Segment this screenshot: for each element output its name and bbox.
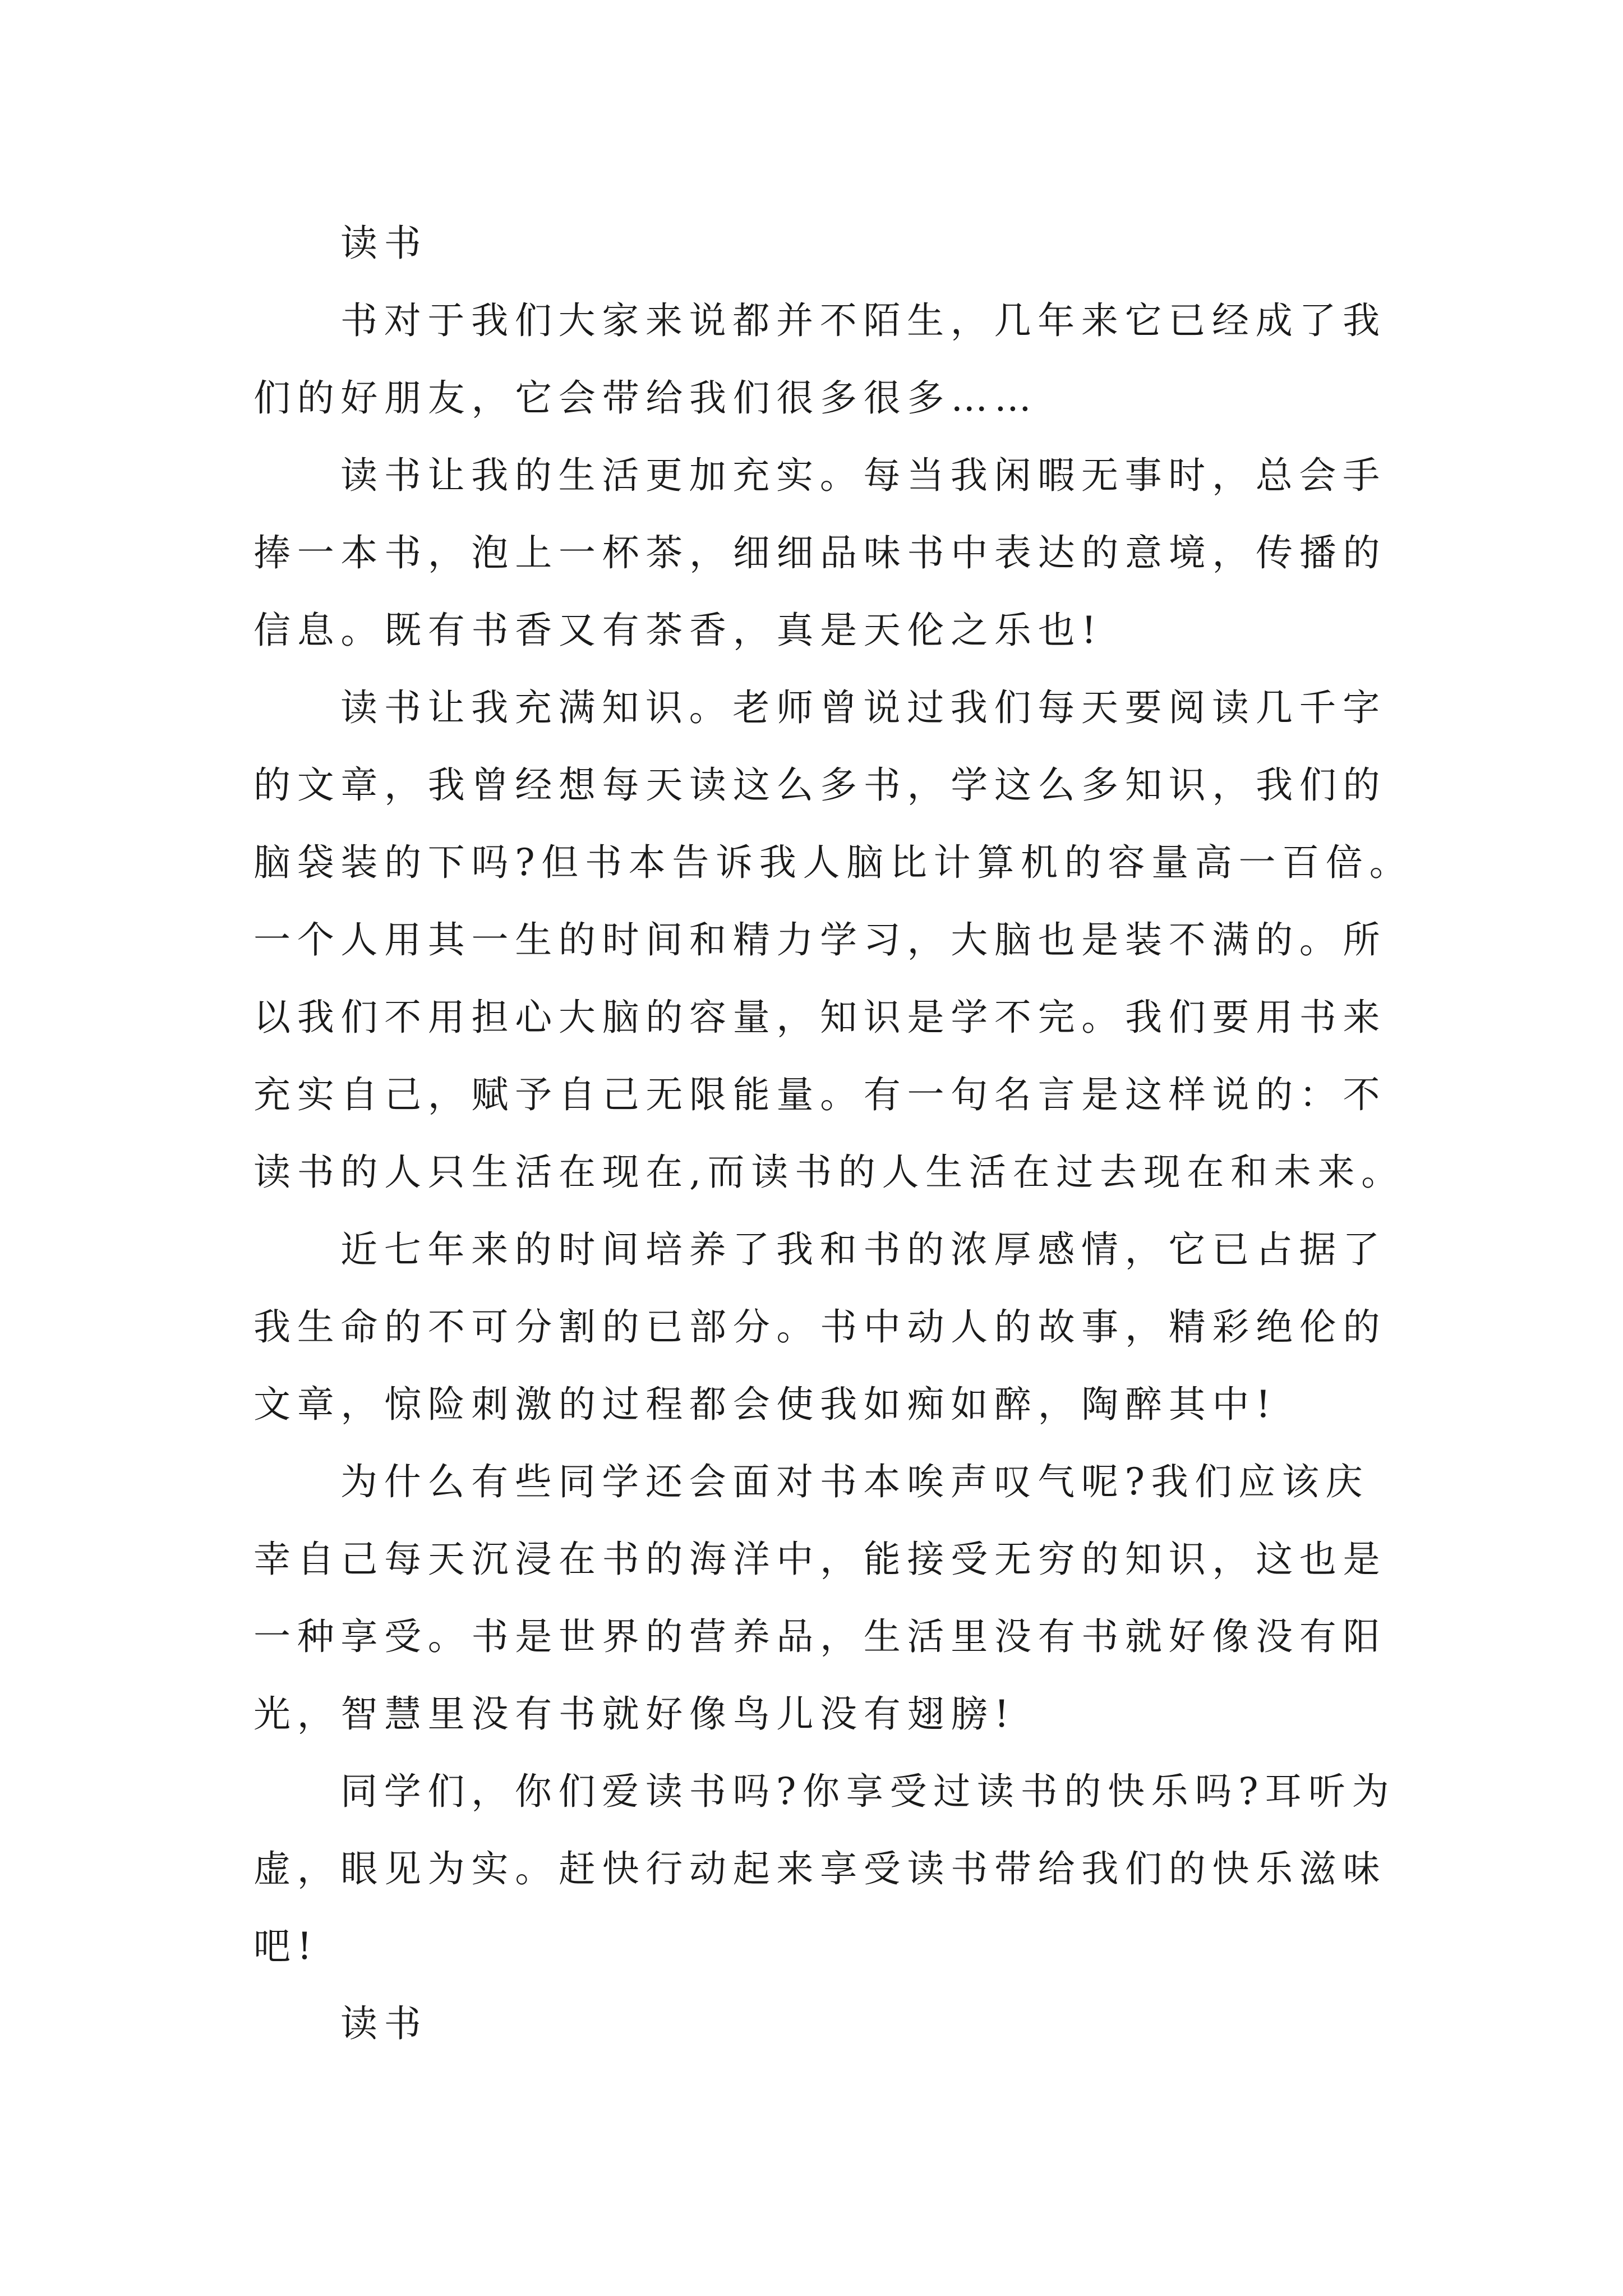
paragraph-line: 信息。既有书香又有茶香，真是天伦之乐也! — [253, 609, 1103, 652]
document-title: 读书 — [340, 222, 428, 265]
paragraph-line: 光，智慧里没有书就好像鸟儿没有翅膀! — [253, 1692, 1016, 1736]
paragraph-line: 虚，眼见为实。赶快行动起来享受读书带给我们的快乐滋味 — [253, 1847, 1387, 1890]
paragraph-line: 书对于我们大家来说都并不陌生，几年来它已经成了我 — [340, 299, 1386, 342]
paragraph-line: 吧! — [253, 1925, 319, 1968]
paragraph-line: 的文章，我曾经想每天读这么多书，学这么多知识，我们的 — [253, 763, 1387, 807]
paragraph-line: 读书让我的生活更加充实。每当我闲暇无事时，总会手 — [340, 454, 1386, 497]
paragraph-3 — [253, 669, 1623, 1211]
paragraph-1 — [253, 282, 1623, 437]
paragraph-line: 读书让我充满知识。老师曾说过我们每天要阅读几千字 — [340, 686, 1386, 729]
paragraph-line: 们的好朋友，它会带给我们很多很多…… — [253, 376, 1038, 420]
paragraph-line: 捧一本书，泡上一杯茶，细细品味书中表达的意境，传播的 — [253, 531, 1387, 574]
paragraph-line: 读书的人只生活在现在,而读书的人生活在过去现在和未来。 — [253, 1151, 1405, 1194]
paragraph-line: 一个人用其一生的时间和精力学习，大脑也是装不满的。所 — [253, 918, 1387, 961]
paragraph-line: 文章，惊险刺激的过程都会使我如痴如醉，陶醉其中! — [253, 1383, 1278, 1426]
paragraph-line: 幸自己每天沉浸在书的海洋中，能接受无穷的知识，这也是 — [253, 1538, 1387, 1581]
paragraph-line: 以我们不用担心大脑的容量，知识是学不完。我们要用书来 — [253, 996, 1387, 1039]
paragraph-line: 近七年来的时间培养了我和书的浓厚感情，它已占据了 — [340, 1228, 1386, 1271]
paragraph-line: 充实自己，赋予自己无限能量。有一句名言是这样说的：不 — [253, 1073, 1387, 1116]
paragraph-line: 我生命的不可分割的已部分。书中动人的故事，精彩绝伦的 — [253, 1305, 1387, 1349]
paragraph-line: 为什么有些同学还会面对书本唉声叹气呢?我们应该庆 — [340, 1460, 1370, 1503]
paragraph-line: 同学们，你们爱读书吗?你享受过读书的快乐吗?耳听为 — [340, 1770, 1396, 1813]
paragraph-line: 一种享受。书是世界的营养品，生活里没有书就好像没有阳 — [253, 1615, 1387, 1658]
paragraph-6 — [253, 1753, 1623, 1985]
paragraph-2 — [253, 437, 1623, 669]
paragraph-4 — [253, 1211, 1623, 1443]
paragraph-5 — [253, 1443, 1623, 1753]
next-document-title: 读书 — [340, 2002, 428, 2045]
paragraph-line: 脑袋装的下吗?但书本告诉我人脑比计算机的容量高一百倍。 — [253, 841, 1413, 884]
